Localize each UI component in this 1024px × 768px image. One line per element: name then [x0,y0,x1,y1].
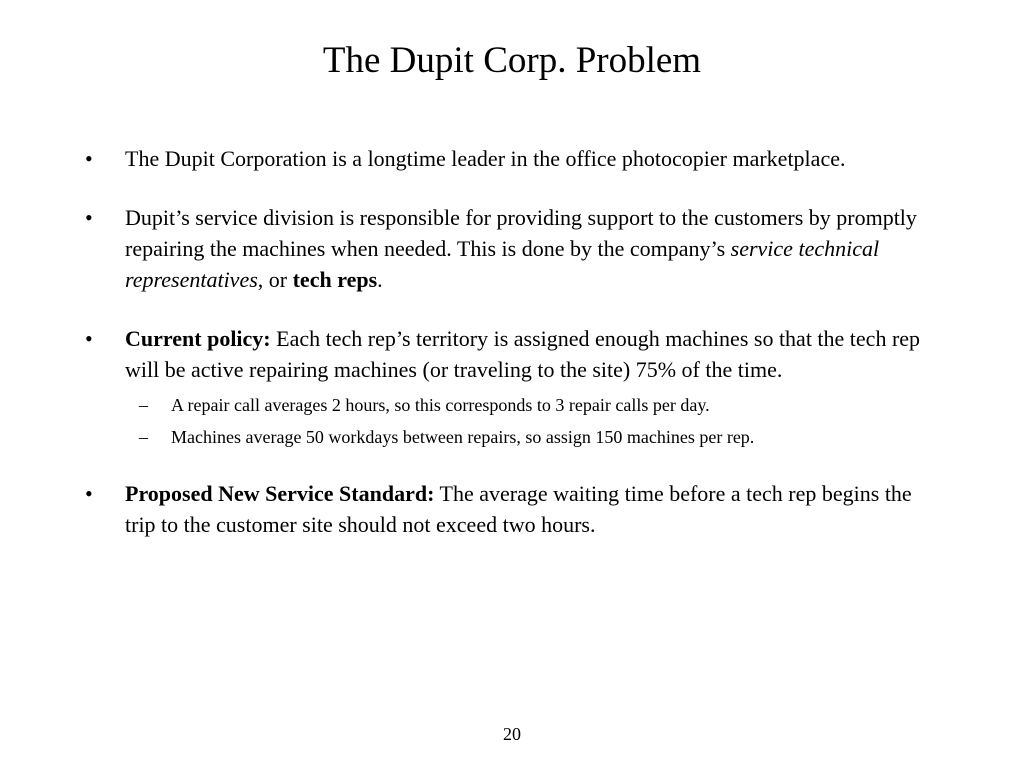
bullet-text: The Dupit Corporation is a longtime leader in the office photocopier marketplace. [125,146,846,171]
bullet-italic-term: service technical representatives [125,236,880,292]
bullet-marker: • [85,146,93,171]
sub-bullet-list [125,393,945,450]
sub-bullet-marker: – [139,427,148,447]
bullet-item-2 [85,202,945,295]
sub-bullet-item-2 [125,425,945,450]
bullet-marker: • [85,326,93,351]
page-number: 20 [503,724,521,744]
sub-bullet-marker: – [139,395,148,415]
bullet-bold-lead: Proposed New Service Standard: [125,481,435,506]
bullet-text-end: . [377,267,383,292]
sub-bullet-item-1 [125,393,945,418]
bullet-item-1 [85,143,945,174]
bullet-item-4 [85,478,945,540]
bullet-bold-term: tech reps [292,267,378,292]
slide-title: The Dupit Corp. Problem [322,40,702,81]
bullet-bold-lead: Current policy: [125,326,271,351]
bullet-text: The average waiting time before a tech rep begins the trip to the customer site should not exceed two hours. [125,481,912,537]
bullet-marker: • [85,481,93,506]
sub-bullet-text: A repair call averages 2 hours, so this corresponds to 3 repair calls per day. [171,395,710,415]
bullet-marker: • [85,205,93,230]
bullet-text-middle: , or [257,267,293,292]
bullet-item-3 [85,323,945,450]
bullet-list [85,143,945,540]
sub-bullet-text: Machines average 50 workdays between repairs, so assign 150 machines per rep. [171,427,755,447]
bullet-text: Dupit’s service division is responsible for providing support to the customers by promptly repairing the machines when needed. This is done by the company’s [125,205,917,261]
bullet-text: Each tech rep’s territory is assigned enough machines so that the tech rep will be active repairing machines (or traveling to the site) 75% of the time. [125,326,921,382]
